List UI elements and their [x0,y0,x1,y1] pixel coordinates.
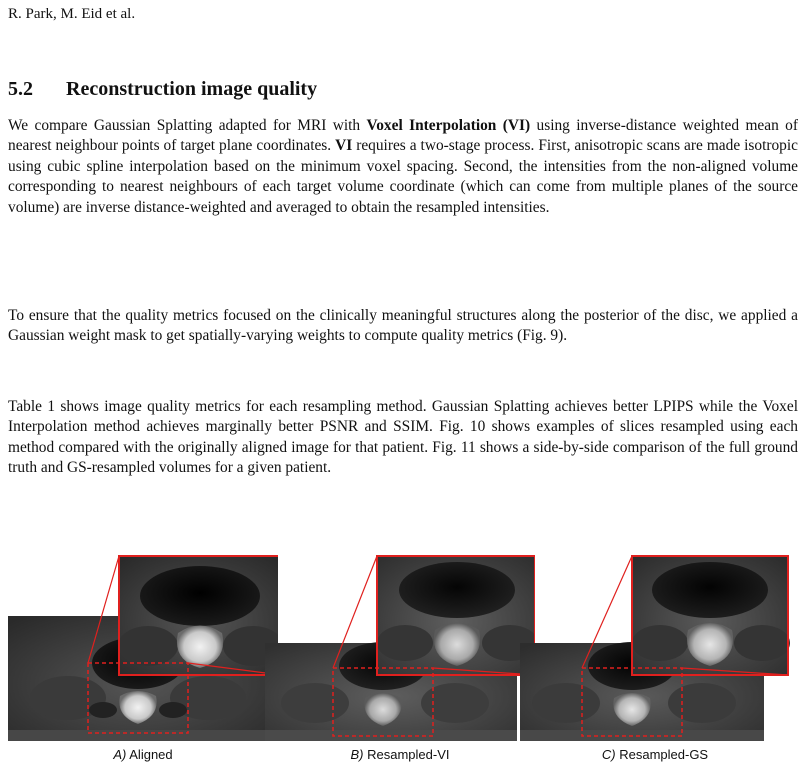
paragraph-1 [8,116,798,218]
paragraph-2: To ensure that the quality metrics focused on the clinically meaningful structures along the posterior of the disc, we applied a Gaussian weight mask to get spatially-varying weights to compute quality metrics (Fig. 9). [8,307,798,345]
mri-image-aligned [8,548,278,748]
caption-resampled-gs: C) Resampled-GS [601,747,709,762]
p1-text-3: requires a two-stage process. First, anisotropic scans are made isotropic using cubic spline interpolation based on the minimum voxel spacing. Second, the intensities from the non-aligned volume corresponding to nearest neighbours of each target volume coordinate (which can come from multiple planes of the source volume) are inverse distance-weighted and averaged to obtain the resampled intensities. [8,137,798,216]
caption-resampled-vi: B) Resampled-VI [350,747,450,762]
figure-10 [0,548,804,771]
running-head: R. Park, M. Eid et al. [8,6,136,22]
panel-resampled-gs [520,548,790,771]
p1-text-2: using inverse-distance weighted mean of nearest neighbour points of target plane coordinates. [8,117,799,155]
p1-bold-vi-short: VI [335,137,353,155]
p1-bold-vi: Voxel Interpolation (VI) [366,117,531,134]
section-number: 5.2 [8,78,33,100]
panel-aligned [8,548,278,771]
section-heading [8,78,317,101]
mri-image-resampled-vi [265,548,535,748]
paragraph-3: Table 1 shows image quality metrics for each resampling method. Gaussian Splatting achieves better LPIPS while the Voxel Interpolation method achieves marginally better PSNR and SSIM. Fig. 10 shows examples of slices resampled using each method compared with the originally aligned image for that patient. Fig. 11 shows a side-by-side comparison of the full ground truth and GS-resampled volumes for a given patient. [8,398,798,477]
caption-aligned: A) Aligned [113,747,173,762]
mri-image-resampled-gs [520,548,790,748]
section-title: Reconstruction image quality [66,78,318,100]
panel-resampled-vi [265,548,535,771]
p1-text-1: We compare Gaussian Splatting adapted for MRI with [8,117,367,134]
